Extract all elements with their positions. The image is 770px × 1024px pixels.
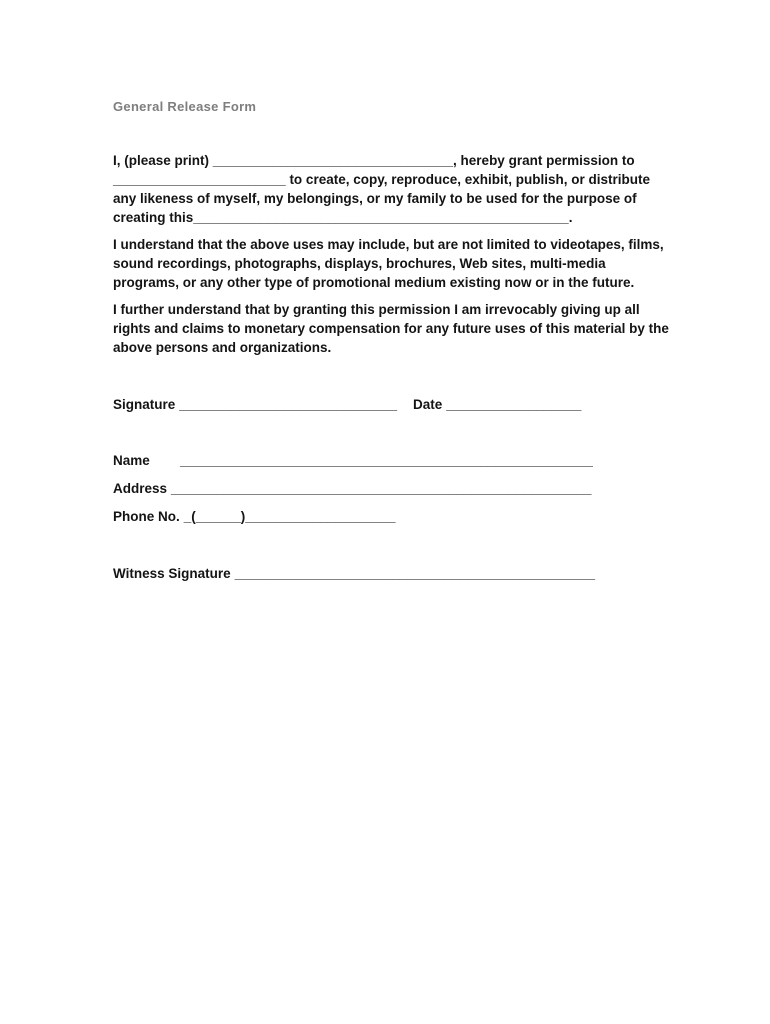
address-line[interactable]: ________________________________________________________ — [171, 481, 592, 496]
grant-text-1: I, (please print) — [113, 153, 213, 168]
grant-text-4: . — [568, 210, 573, 225]
address-row — [113, 479, 671, 498]
grant-text-2: , hereby grant permission to — [453, 153, 635, 168]
date-line[interactable]: __________________ — [446, 397, 582, 412]
signature-label: Signature — [113, 397, 176, 412]
name-line[interactable]: _______________________________________________________ — [180, 453, 593, 468]
date-label: Date — [413, 397, 443, 412]
signature-line[interactable]: _____________________________ — [179, 397, 397, 412]
witness-signature-label: Witness Signature — [113, 566, 231, 581]
witness-signature-row — [113, 564, 671, 583]
address-label: Address — [113, 481, 168, 496]
rights-waiver-paragraph: I further understand that by granting this permission I am irrevocably giving up all rights and claims to monetary compensation for any future uses of this material by the above persons and organizations. — [113, 302, 669, 355]
phone-line[interactable]: _(______)____________________ — [183, 509, 396, 524]
name-row — [113, 451, 671, 470]
printed-name-blank[interactable]: ________________________________ — [212, 153, 454, 168]
purpose-blank[interactable]: __________________________________________________ — [193, 210, 569, 225]
uses-paragraph: I understand that the above uses may include, but are not limited to videotapes, films, sound recordings, photographs, displays, brochures, Web sites, multi-media programs, or any other type of promotional medium existing now or in the future. — [113, 237, 664, 290]
witness-signature-line[interactable]: ________________________________________________ — [234, 566, 596, 581]
signature-date-row — [113, 395, 671, 414]
grant-text-3: to create, copy, reproduce, exhibit, publish, or distribute any likeness of myself, my belongings, or my family to be used for the purpose of creating this — [113, 172, 650, 225]
phone-label: Phone No. — [113, 509, 180, 524]
grantee-blank[interactable]: _______________________ — [113, 172, 286, 187]
name-label: Name — [113, 453, 150, 468]
document-title: General Release Form — [113, 99, 257, 114]
grant-paragraph — [113, 151, 671, 227]
phone-row — [113, 507, 671, 526]
release-form-page — [0, 0, 671, 583]
